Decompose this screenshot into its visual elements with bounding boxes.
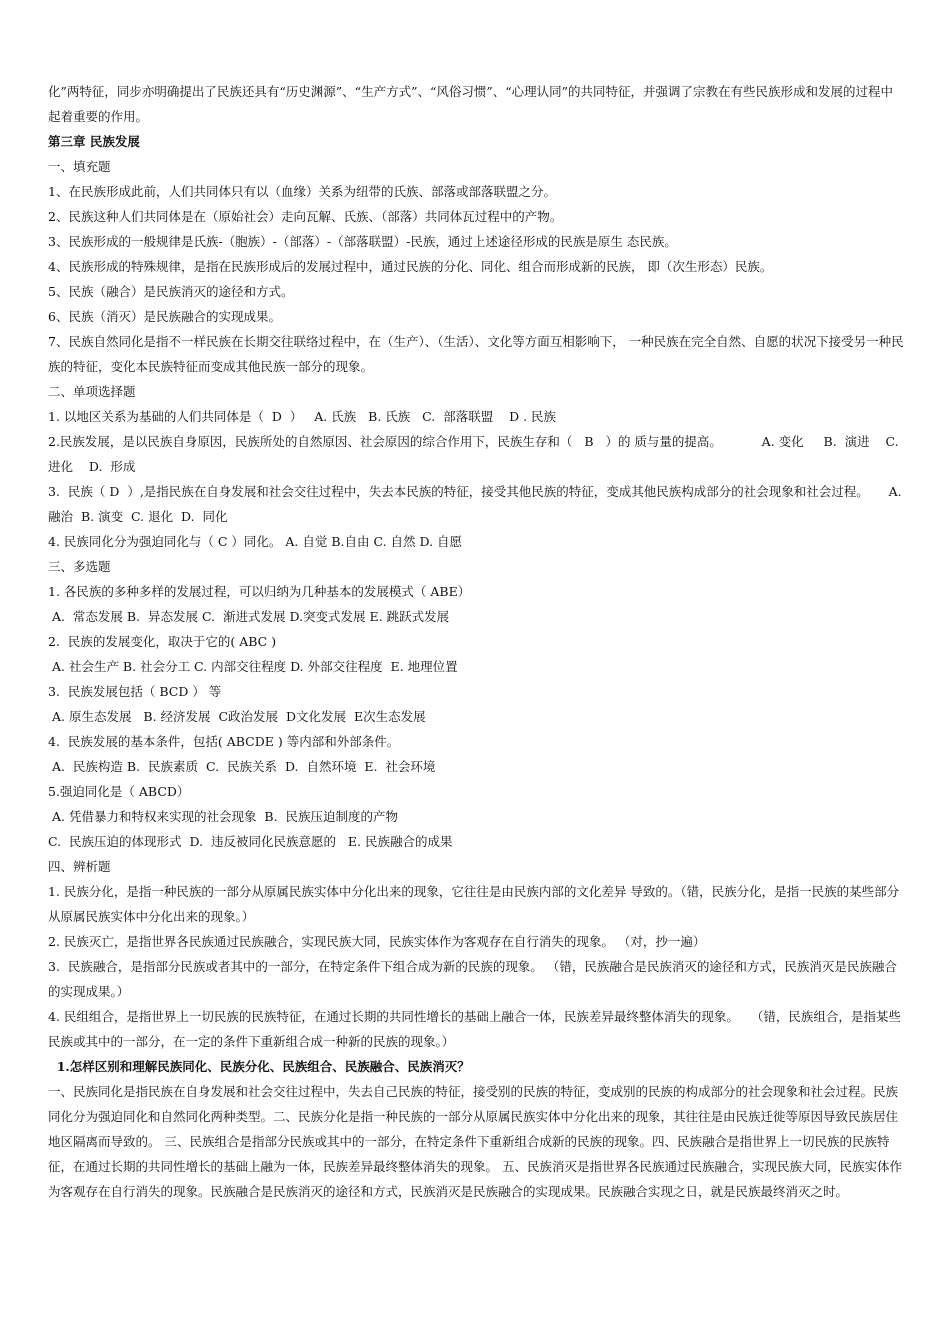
intro-paragraph: 化”两特征，同步亦明确提出了民族还具有“历史渊源”、“生产方式”、“风俗习惯”、“心理认同”的共同特征，并强调了宗教在有些民族形成和发展的过程中起着重要的作用。 (48, 84, 894, 124)
multi-item: A. 常态发展 B. 异态发展 C. 渐进式发展 D.突变式发展 E. 跳跃式发展 (48, 609, 450, 624)
fill-item: 6、民族（消灭）是民族融合的实现成果。 (48, 309, 281, 324)
fill-item: 2、民族这种人们共同体是在（原始社会）走向瓦解、氏族、（部落）共同体瓦过程中的产物。 (48, 209, 563, 224)
single-item: 2.民族发展，是以民族自身原因，民族所处的自然原因、社会原因的综合作用下，民族生存和（ B ）的 质与量的提高。 A. 变化 B. 演进 C. 进化 D. 形成 (48, 434, 907, 474)
question-answer: 一、民族同化是指民族在自身发展和社会交往过程中，失去自己民族的特征，接受别的民族的特征，变成别的民族的构成部分的社会现象和社会过程。民族同化分为强迫同化和自然同化两种类型。二、民族分化是指一种民族的一部分从原属民族实体中分化出来的现象，其往往是由民族迁徙等原因导致民族居住地区隔离而导致的。 三、民族组合是指部分民族或其中的一部分，在特定条件下重新组合成新的民族的现象。四、民族融合是指世界上一切民族的民族特征，在通过长期的共同性增长的基础上融为一体，民族差异最终整体消失的现象。 五、民族消灭是指世界各民族通过民族融合，实现民族大同，民族实体作为客观存在自行消失的现象。民族融合是民族消灭的途径和方式，民族消灭是民族融合的实现成果。民族融合实现之日，就是民族最终消灭之时。 (48, 1084, 902, 1199)
judge-item: 2. 民族灭亡，是指世界各民族通过民族融合，实现民族大同，民族实体作为客观存在自行消失的现象。 （对，抄一遍） (48, 934, 706, 949)
multi-item: A. 社会生产 B. 社会分工 C. 内部交往程度 D. 外部交往程度 E. 地理位置 (48, 659, 458, 674)
fill-item: 4、民族形成的特殊规律，是指在民族形成后的发展过程中，通过民族的分化、同化、组合而形成新的民族， 即（次生形态）民族。 (48, 259, 773, 274)
judge-item: 3. 民族融合，是指部分民族或者其中的一部分，在特定条件下组合成为新的民族的现象。 （错，民族融合是民族消灭的途径和方式，民族消灭是民族融合的实现成果。） (48, 959, 897, 999)
section-heading-judge: 四、辨析题 (48, 859, 111, 874)
multi-item: 2. 民族的发展变化，取决于它的( ABC ) (48, 634, 277, 649)
multi-item: C. 民族压迫的体现形式 D. 违反被同化民族意愿的 E. 民族融合的成果 (48, 834, 453, 849)
section-heading-multi: 三、多选题 (48, 559, 111, 574)
multi-item: 1. 各民族的多种多样的发展过程，可以归纳为几种基本的发展模式（ ABE） (48, 584, 471, 599)
chapter-title: 第三章 民族发展 (48, 134, 140, 149)
multi-item: A. 原生态发展 B. 经济发展 C政治发展 D文化发展 E次生态发展 (48, 709, 426, 724)
section-heading-single: 二、单项选择题 (48, 384, 136, 399)
multi-item: 5.强迫同化是（ ABCD） (48, 784, 190, 799)
fill-item: 7、民族自然同化是指不一样民族在长期交往联络过程中，在（生产）、（生活）、文化等方面互相影响下， 一种民族在完全自然、自愿的状况下接受另一种民族的特征，变化本民族特征而变成其他民族一部分的现象。 (48, 334, 904, 374)
multi-item: A. 民族构造 B. 民族素质 C. 民族关系 D. 自然环境 E. 社会环境 (48, 759, 436, 774)
judge-item: 1. 民族分化，是指一种民族的一部分从原属民族实体中分化出来的现象，它往往是由民族内部的文化差异 导致的。（错，民族分化，是指一民族的某些部分从原属民族实体中分化出来的现象。） (48, 884, 900, 924)
multi-item: 4. 民族发展的基本条件，包括( ABCDE ) 等内部和外部条件。 (48, 734, 400, 749)
single-item: 4. 民族同化分为强迫同化与（ C ）同化。 A. 自觉 B.自由 C. 自然 D. 自愿 (48, 534, 463, 549)
document-page (48, 79, 910, 1204)
multi-item: 3. 民族发展包括（ BCD ） 等 (48, 684, 222, 699)
single-item: 3. 民族（ D ）,是指民族在自身发展和社会交往过程中，失去本民族的特征，接受其他民族的特征，变成其他民族构成部分的社会现象和社会过程。 A. 融治 B. 演变 C. 退化 D. 同化 (48, 484, 910, 524)
multi-item: A. 凭借暴力和特权来实现的社会现象 B. 民族压迫制度的产物 (48, 809, 399, 824)
single-item: 1. 以地区关系为基础的人们共同体是（ D ） A. 氏族 B. 氏族 C. 部落联盟 D . 民族 (48, 409, 557, 424)
section-heading-fill: 一、填充题 (48, 159, 111, 174)
question-title: 1.怎样区别和理解民族同化、民族分化、民族组合、民族融合、民族消灭？ (48, 1059, 470, 1074)
judge-item: 4. 民组组合，是指世界上一切民族的民族特征，在通过长期的共同性增长的基础上融合一体，民族差异最终整体消失的现象。 （错，民族组合，是指某些民族或其中的一部分，在一定的条件下重新组合成一种新的民族的现象。） (48, 1009, 901, 1049)
fill-item: 1、在民族形成此前，人们共同体只有以（血缘）关系为纽带的氏族、部落或部落联盟之分。 (48, 184, 556, 199)
fill-item: 5、民族（融合）是民族消灭的途径和方式。 (48, 284, 294, 299)
fill-item: 3、民族形成的一般规律是氏族-（胞族）-（部落）-（部落联盟）-民族，通过上述途径形成的民族是原生 态民族。 (48, 234, 677, 249)
